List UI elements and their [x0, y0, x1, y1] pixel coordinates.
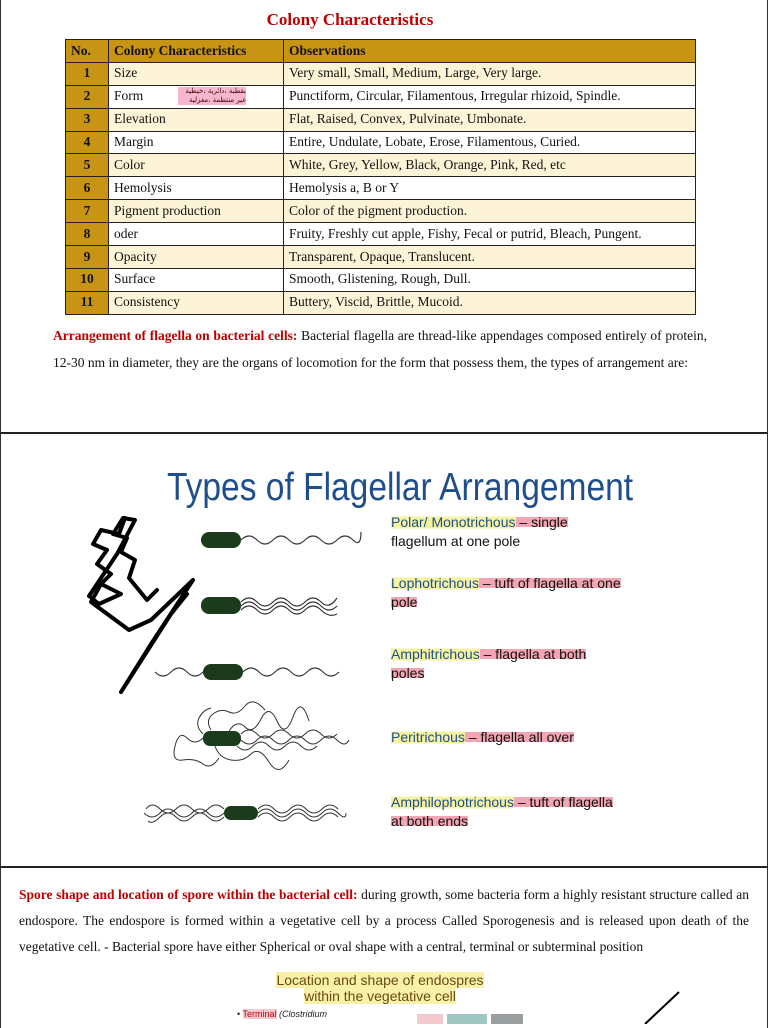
row-characteristic: Surface	[109, 268, 284, 291]
row-observation: Very small, Small, Medium, Large, Very large.	[284, 62, 696, 85]
desc-amphilophotrichous-b: at both ends	[391, 813, 469, 829]
spore-illustration	[1, 868, 767, 1024]
desc-amphitrichous-a: – flagella at both	[479, 646, 587, 662]
desc-amphitrichous-b: poles	[391, 665, 425, 681]
desc-monotrichous-b: flagellum at one pole	[391, 533, 521, 549]
row-observation: Punctiform, Circular, Filamentous, Irregular rhizoid, Spindle.	[284, 85, 696, 108]
cell-lophotrichous-icon	[201, 597, 337, 615]
flagella-body: Bacterial flagella are thread-like appendages composed entirely of protein, 12-30 nm in diameter, they are the organs of locomotion for the form that possess them, the types of arrangement are:	[53, 328, 707, 370]
row-number: 6	[66, 177, 109, 200]
table-row	[66, 268, 696, 291]
flagellar-figure-title: Types of Flagellar Arrangement	[167, 466, 634, 509]
row-number: 8	[66, 223, 109, 246]
desc-monotrichous-a: – single	[515, 514, 568, 530]
table-row	[66, 291, 696, 314]
page-colony-characteristics	[0, 0, 768, 434]
row-characteristic-label: Form	[114, 88, 144, 104]
spore-figure-title-line1: Location and shape of endospres	[276, 972, 484, 988]
label-lophotrichous	[391, 574, 621, 612]
arabic-annotation: بقطية ،دائرية ،خيطية غير منتظمة ،مغزلية	[178, 87, 246, 105]
row-number: 2	[66, 85, 109, 108]
row-observation: White, Grey, Yellow, Black, Orange, Pink, Red, etc	[284, 154, 696, 177]
term-monotrichous: Polar/ Monotrichous	[391, 514, 516, 530]
spore-heading: Spore shape and location of spore within the bacterial cell:	[19, 887, 358, 902]
term-amphilophotrichous: Amphilophotrichous	[391, 794, 514, 810]
desc-amphilophotrichous-a: – tuft of flagella	[513, 794, 613, 810]
row-number: 3	[66, 108, 109, 131]
table-row	[66, 85, 696, 108]
page-flagellar-figure	[0, 434, 768, 868]
spore-caption: • Terminal (Clostridium	[237, 1009, 328, 1019]
row-number: 7	[66, 200, 109, 223]
desc-lophotrichous-b: pole	[391, 594, 418, 610]
term-lophotrichous: Lophotrichous	[391, 575, 479, 591]
header-no: No.	[66, 40, 109, 63]
spore-caption-rest: (Clostridium	[276, 1009, 328, 1019]
row-observation: Flat, Raised, Convex, Pulvinate, Umbonate.	[284, 108, 696, 131]
row-characteristic: Color	[109, 154, 284, 177]
pen-stroke	[645, 992, 679, 1024]
desc-peritrichous-a: – flagella all over	[464, 729, 574, 745]
row-observation: Buttery, Viscid, Brittle, Mucoid.	[284, 291, 696, 314]
row-characteristic: Hemolysis	[109, 177, 284, 200]
table-row	[66, 223, 696, 246]
row-observation: Fruity, Freshly cut apple, Fishy, Fecal or putrid, Bleach, Pungent.	[284, 223, 696, 246]
table-row	[66, 200, 696, 223]
desc-lophotrichous-a: – tuft of flagella at one	[478, 575, 621, 591]
colony-table	[65, 39, 696, 315]
row-characteristic: Size	[109, 62, 284, 85]
cell-amphitrichous-icon	[155, 664, 339, 680]
table-row	[66, 108, 696, 131]
row-number: 11	[66, 291, 109, 314]
row-characteristic: Elevation	[109, 108, 284, 131]
header-observations: Observations	[284, 40, 696, 63]
spore-thumbnail-3	[491, 1014, 523, 1024]
table-header-row	[66, 40, 696, 63]
row-observation: Smooth, Glistening, Rough, Dull.	[284, 268, 696, 291]
table-row	[66, 62, 696, 85]
spore-body: during growth, some bacteria form a highly resistant structure called an endospore. The endospore is formed within a vegetative cell by a process Called Sporogenesis and is released upon death of the vegetative cell. - Bacterial spore have either Spherical or oval shape with a central, terminal or subterminal position	[19, 887, 749, 954]
header-characteristics: Colony Characteristics	[109, 40, 284, 63]
table-row	[66, 177, 696, 200]
term-amphitrichous: Amphitrichous	[391, 646, 480, 662]
row-number: 10	[66, 268, 109, 291]
row-number: 1	[66, 62, 109, 85]
row-characteristic: Margin	[109, 131, 284, 154]
row-number: 9	[66, 246, 109, 269]
cell-monotrichous-icon	[201, 532, 361, 548]
row-observation: Entire, Undulate, Lobate, Erose, Filamentous, Curied.	[284, 131, 696, 154]
spore-thumbnail-1	[417, 1014, 443, 1024]
label-amphilophotrichous	[391, 793, 613, 831]
row-characteristic: Pigment production	[109, 200, 284, 223]
flagella-heading: Arrangement of flagella on bacterial cells:	[53, 328, 298, 343]
cell-amphilophotrichous-icon	[144, 805, 346, 822]
row-observation: Hemolysis a, B or Y	[284, 177, 696, 200]
row-number: 4	[66, 131, 109, 154]
label-monotrichous	[391, 513, 568, 551]
page-spore	[0, 868, 768, 1028]
spore-thumbnail-2	[447, 1014, 487, 1024]
row-characteristic: Opacity	[109, 246, 284, 269]
table-row	[66, 154, 696, 177]
label-peritrichous	[391, 728, 574, 747]
colony-title: Colony Characteristics	[266, 10, 434, 29]
table-row	[66, 246, 696, 269]
spore-caption-term: Terminal	[242, 1009, 277, 1019]
row-observation: Transparent, Opaque, Translucent.	[284, 246, 696, 269]
row-number: 5	[66, 154, 109, 177]
row-characteristic: Consistency	[109, 291, 284, 314]
cell-peritrichous-icon	[174, 702, 349, 770]
label-amphitrichous	[391, 645, 586, 683]
handwritten-signature	[89, 518, 193, 692]
row-characteristic: oder	[109, 223, 284, 246]
table-row	[66, 131, 696, 154]
term-peritrichous: Peritrichous	[391, 729, 465, 745]
flagella-paragraph	[53, 322, 707, 376]
row-characteristic	[109, 85, 284, 108]
spore-figure-title-line2: within the vegetative cell	[304, 988, 456, 1004]
row-observation: Color of the pigment production.	[284, 200, 696, 223]
